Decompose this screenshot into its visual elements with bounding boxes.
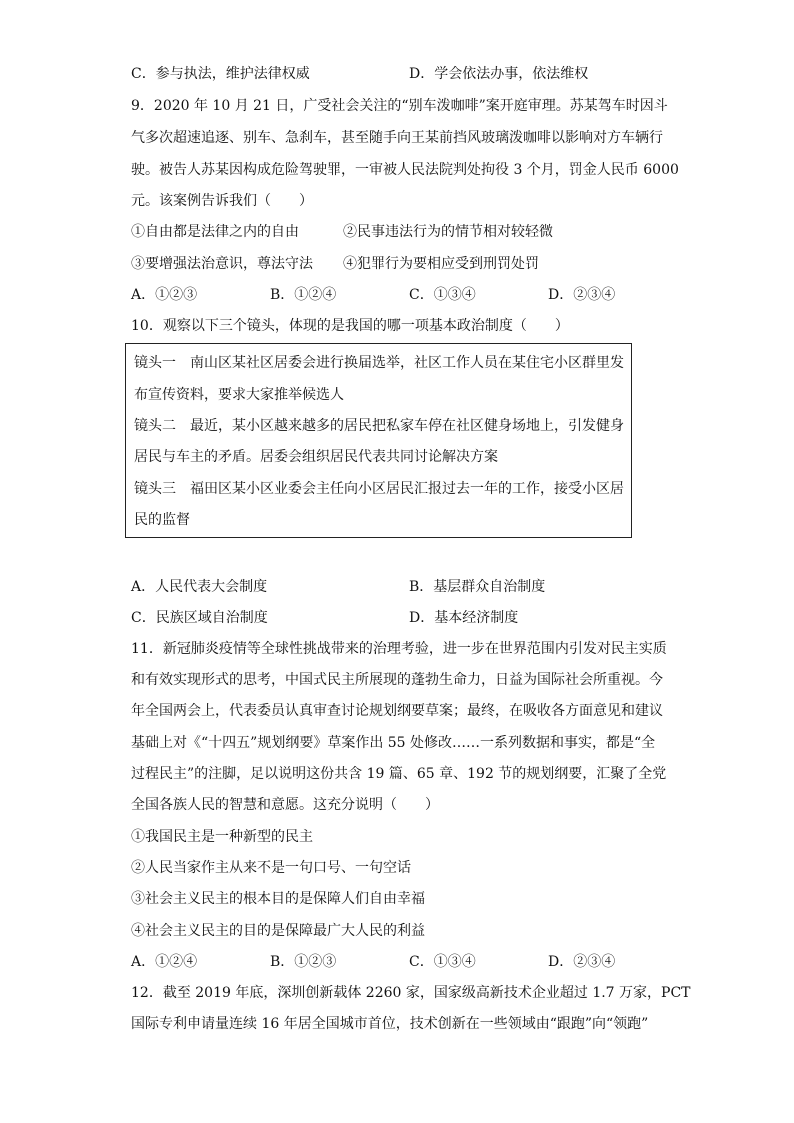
q11-option-b: B．①②③ xyxy=(270,954,337,970)
q11-statement-4: ④社会主义民主的目的是保障最广大人民的利益 xyxy=(131,923,425,939)
q10-box-line-3: 镜头二 最近，某小区越来越多的居民把私家车停在社区健身场地上，引发健身 xyxy=(134,418,624,434)
q11-stem-line-2: 和有效实现形式的思考，中国式民主所展现的蓬勃生命力，日益为国际社会所重视。今 xyxy=(131,672,663,688)
q9-option-c: C．①③④ xyxy=(409,287,476,303)
q9-stem-line-3: 驶。被告人苏某因构成危险驾驶罪，一审被人民法院判处拘役 3 个月，罚金人民币 6000 xyxy=(131,162,679,178)
q9-option-a: A．①②③ xyxy=(131,287,198,303)
q11-statement-2: ②人民当家作主从来不是一句口号、一句空话 xyxy=(131,860,411,876)
q9-statement-3: ③要增强法治意识，尊法守法 xyxy=(131,256,313,272)
q9-statement-1: ①自由都是法律之内的自由 xyxy=(131,224,299,240)
q10-box-line-4: 居民与车主的矛盾。居委会组织居民代表共同讨论解决方案 xyxy=(134,449,498,465)
q9-statement-2: ②民事违法行为的情节相对较轻微 xyxy=(343,224,553,240)
q10-box-line-6: 民的监督 xyxy=(134,512,190,528)
q11-option-c: C．①③④ xyxy=(409,954,476,970)
q10-options-row-1 xyxy=(131,577,671,597)
q8-options-row xyxy=(131,64,671,84)
q11-option-d: D．②③④ xyxy=(548,954,616,970)
q10-stem: 10．观察以下三个镜头，体现的是我国的哪一项基本政治制度（ ） xyxy=(131,318,569,334)
q9-statements-row-2 xyxy=(131,254,671,274)
q9-stem-line-1: 9．2020 年 10 月 21 日，广受社会关注的“别车泼咖啡”案开庭审理。苏某驾车时因斗 xyxy=(131,98,668,114)
q10-option-a: A．人民代表大会制度 xyxy=(131,579,268,595)
q11-options-row xyxy=(131,952,671,972)
q11-stem-line-1: 11．新冠肺炎疫情等全球性挑战带来的治理考验，进一步在世界范围内引发对民主实质 xyxy=(131,641,667,657)
q9-statements-row-1 xyxy=(131,222,671,242)
q9-option-d: D．②③④ xyxy=(548,287,616,303)
q12-stem-line-1: 12．截至 2019 年底，深圳创新载体 2260 家，国家级高新技术企业超过 1.7 万家，PCT xyxy=(131,985,691,1001)
q12-stem-line-2: 国际专利申请量连续 16 年居全国城市首位，技术创新在一些领域由“跟跑”向“领跑” xyxy=(131,1016,649,1032)
q10-box-line-5: 镜头三 福田区某小区业委会主任向小区居民汇报过去一年的工作，接受小区居 xyxy=(134,481,624,497)
q10-option-c: C．民族区域自治制度 xyxy=(131,610,268,626)
q9-stem-line-2: 气多次超速追逐、别车、急刹车，甚至随手向王某前挡风玻璃泼咖啡以影响对方车辆行 xyxy=(131,130,663,146)
q10-options-row-2 xyxy=(131,608,671,628)
q9-option-b: B．①②④ xyxy=(270,287,337,303)
q9-statement-4: ④犯罪行为要相应受到刑罚处罚 xyxy=(343,256,539,272)
q8-option-c: C．参与执法，维护法律权威 xyxy=(131,66,310,82)
q9-stem-line-4: 元。该案例告诉我们（ ） xyxy=(131,193,313,209)
q8-option-d: D．学会依法办事，依法维权 xyxy=(409,66,589,82)
q10-box-line-2: 布宣传资料，要求大家推举候选人 xyxy=(134,387,344,403)
q10-option-d: D．基本经济制度 xyxy=(409,610,519,626)
q10-option-b: B．基层群众自治制度 xyxy=(409,579,546,595)
q11-stem-line-3: 年全国两会上，代表委员认真审查讨论规划纲要草案；最终，在吸收各方面意见和建议 xyxy=(131,703,663,719)
q11-stem-line-6: 全国各族人民的智慧和意愿。这充分说明（ ） xyxy=(131,797,439,813)
q10-box-line-1: 镜头一 南山区某社区居委会进行换届选举，社区工作人员在某住宅小区群里发 xyxy=(134,355,624,371)
q11-option-a: A．①②④ xyxy=(131,954,198,970)
q11-statement-3: ③社会主义民主的根本目的是保障人们自由幸福 xyxy=(131,891,425,907)
q9-options-row xyxy=(131,285,671,305)
q11-stem-line-5: 过程民主”的注脚，足以说明这份共含 19 篇、65 章、192 节的规划纲要，汇聚了全党 xyxy=(131,766,667,782)
q11-stem-line-4: 基础上对《“十四五”规划纲要》草案作出 55 处修改……一系列数据和事实，都是“全 xyxy=(131,735,656,751)
q10-scenario-box xyxy=(125,343,632,538)
q11-statement-1: ①我国民主是一种新型的民主 xyxy=(131,829,313,845)
